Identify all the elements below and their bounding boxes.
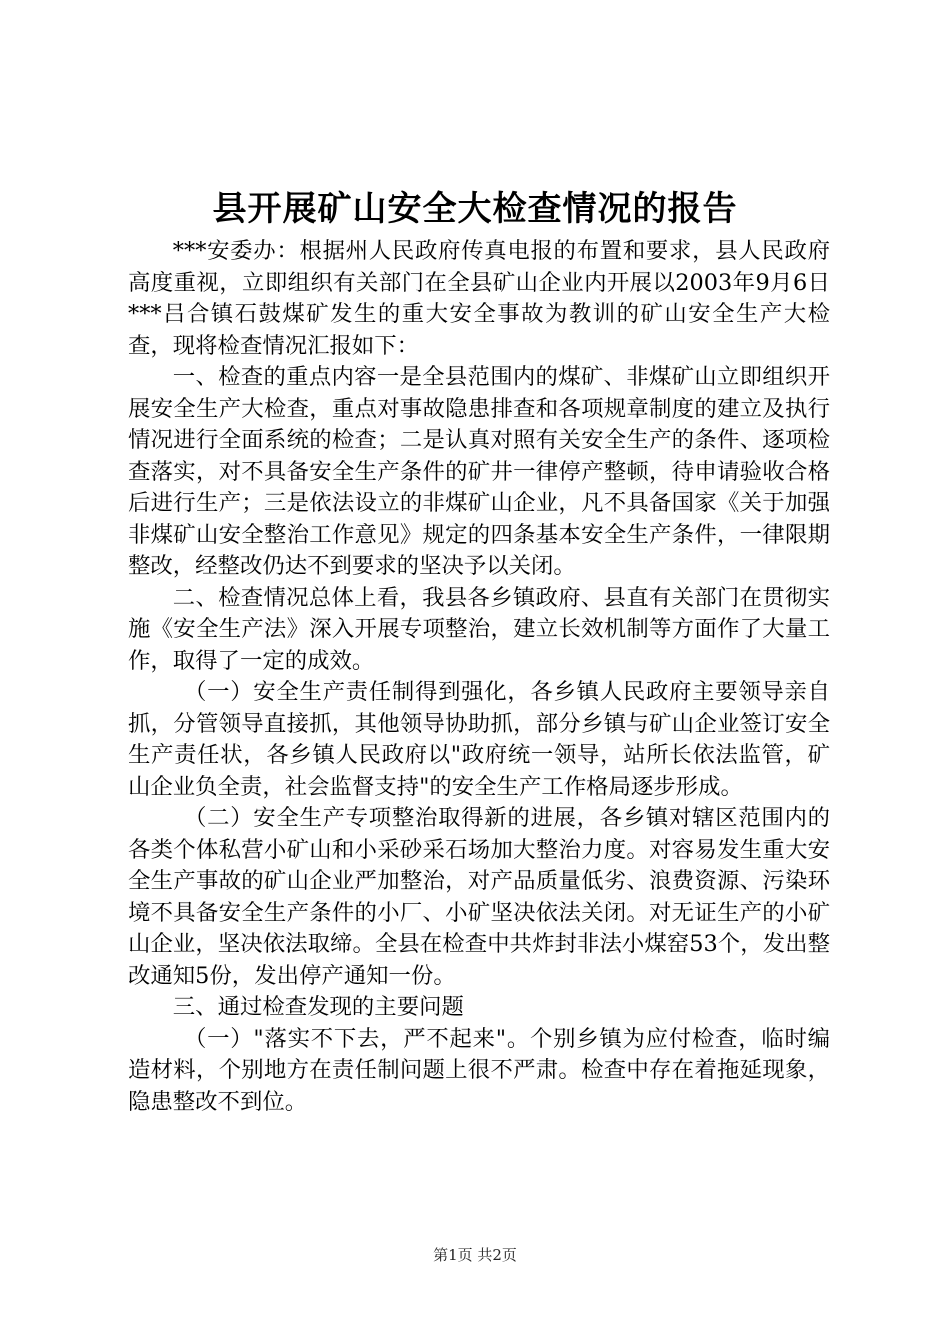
- paragraph-section-1: 一、检查的重点内容一是全县范围内的煤矿、非煤矿山立即组织开展安全生产大检查，重点对事故隐患排查和各项规章制度的建立及执行情况进行全面系统的检查；二是认真对照有关安全生产的条件、逐项检查落实，对不具备安全生产条件的矿井一律停产整顿，待申请验收合格后进行生产；三是依法设立的非煤矿山企业，凡不具备国家《关于加强非煤矿山安全整治工作意见》规定的四条基本安全生产条件，一律限期整改，经整改仍达不到要求的坚决予以关闭。: [128, 364, 830, 579]
- page-number-footer: 第1页 共2页: [433, 1246, 517, 1264]
- paragraph-section-2: 二、检查情况总体上看，我县各乡镇政府、县直有关部门在贯彻实施《安全生产法》深入开展专项整治，建立长效机制等方面作了大量工作，取得了一定的成效。: [128, 584, 830, 674]
- paragraph-item-3-1: （一）"落实不下去，严不起来"。个别乡镇为应付检查，临时编造材料，个别地方在责任制问题上很不严肃。检查中存在着拖延现象，隐患整改不到位。: [128, 1025, 830, 1115]
- paragraph-item-2-2: （二）安全生产专项整治取得新的进展，各乡镇对辖区范围内的各类个体私营小矿山和小采砂采石场加大整治力度。对容易发生重大安全生产事故的矿山企业严加整治，对产品质量低劣、浪费资源、污染环境不具备安全生产条件的小厂、小矿坚决依法关闭。对无证生产的小矿山企业，坚决依法取缔。全县在检查中共炸封非法小煤窑53个，发出整改通知5份，发出停产通知一份。: [128, 805, 830, 989]
- document-body: [128, 236, 830, 1118]
- document-title: 县开展矿山安全大检查情况的报告: [212, 189, 738, 229]
- paragraph-item-2-1: （一）安全生产责任制得到强化，各乡镇人民政府主要领导亲自抓，分管领导直接抓，其他领导协助抓，部分乡镇与矿山企业签订安全生产责任状，各乡镇人民政府以"政府统一领导，站所长依法监管，矿山企业负全责，社会监督支持"的安全生产工作格局逐步形成。: [128, 679, 830, 800]
- paragraph-section-3: 三、通过检查发现的主要问题: [172, 994, 464, 1020]
- paragraph-intro: ***安委办：根据州人民政府传真电报的布置和要求，县人民政府高度重视，立即组织有关部门在全县矿山企业内开展以2003年9月6日***吕合镇石鼓煤矿发生的重大安全事故为教训的矿山安全生产大检查，现将检查情况汇报如下：: [128, 238, 830, 359]
